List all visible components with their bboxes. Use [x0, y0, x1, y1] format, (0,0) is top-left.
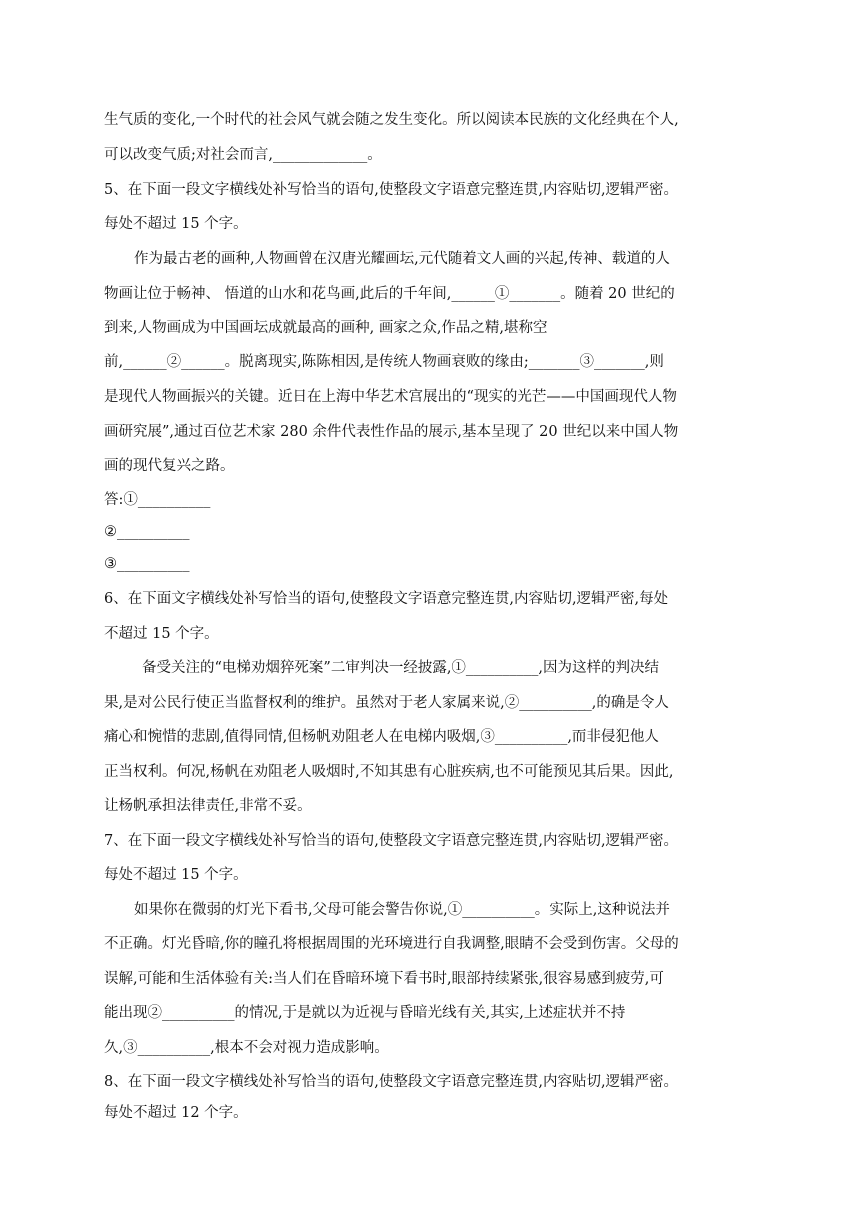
- question-5-passage-line: 到来,人物画成为中国画坛成就最高的画种, 画家之众,作品之精,堪称空: [104, 320, 548, 336]
- question-5-passage-line: 前,______②______。脱离现实,陈陈相因,是传统人物画衰败的缘由;_______③_______,则: [104, 354, 664, 370]
- question-6-prompt: 6、在下面文字横线处补写恰当的语句,使整段文字语意完整连贯,内容贴切,逻辑严密,每处: [104, 591, 669, 607]
- question-7-prompt: 7、在下面一段文字横线处补写恰当的语句,使整段文字语意完整连贯,内容贴切,逻辑严密。: [104, 833, 679, 849]
- question-7-passage-line: 久,③__________,根本不会对视力造成影响。: [104, 1040, 389, 1056]
- question-6-passage-line: 备受关注的“电梯劝烟猝死案”二审判决一经披露,①__________,因为这样的判决结: [142, 660, 660, 676]
- answer-blank-2: ②__________: [104, 524, 190, 540]
- answer-blank-3: ③__________: [104, 556, 190, 572]
- question-5-passage-line: 是现代人物画振兴的关键。近日在上海中华艺术宫展出的“现实的光芒——中国画现代人物: [104, 389, 677, 405]
- question-6-limit: 不超过 15 个字。: [104, 626, 219, 642]
- question-5-passage-line: 画的现代复兴之路。: [104, 458, 235, 474]
- question-7-passage-line: 不正确。灯光昏暗,你的瞳孔将根据周围的光环境进行自我调整,眼睛不会受到伤害。父母的: [104, 936, 679, 952]
- question-5-passage-line: 物画让位于畅神、 悟道的山水和花鸟画,此后的千年间,______①_______。随着 20 世纪的: [104, 286, 675, 302]
- answer-blank-1: 答:①__________: [104, 492, 211, 508]
- question-7-passage-line: 如果你在微弱的灯光下看书,父母可能会警告你说,①__________。实际上,这种说法并: [134, 902, 670, 918]
- question-6-passage-line: 果,是对公民行使正当监督权利的维护。虽然对于老人家属来说,②__________,的确是令人: [104, 695, 669, 711]
- text-line: 可以改变气质;对社会而言,_____________。: [104, 147, 382, 163]
- question-7-limit: 每处不超过 15 个字。: [104, 867, 248, 883]
- question-6-passage-line: 痛心和惋惜的悲剧,值得同情,但杨帆劝阻老人在电梯内吸烟,③__________,而非侵犯他人: [104, 729, 659, 745]
- question-5-limit: 每处不超过 15 个字。: [104, 216, 248, 232]
- text-line: 生气质的变化,一个时代的社会风气就会随之发生变化。所以阅读本民族的文化经典在个人,: [104, 112, 679, 128]
- question-5-prompt: 5、在下面一段文字横线处补写恰当的语句,使整段文字语意完整连贯,内容贴切,逻辑严密。: [104, 182, 679, 198]
- question-7-passage-line: 能出现②__________的情况,于是就以为近视与昏暗光线有关,其实,上述症状并不持: [104, 1005, 626, 1021]
- question-8-limit: 每处不超过 12 个字。: [104, 1105, 248, 1121]
- question-7-passage-line: 误解,可能和生活体验有关:当人们在昏暗环境下看书时,眼部持续紧张,很容易感到疲劳,可: [104, 971, 664, 987]
- question-5-passage-line: 画研究展”,通过百位艺术家 280 余件代表性作品的展示,基本呈现了 20 世纪以来中国人物: [104, 424, 679, 440]
- question-5-passage-line: 作为最古老的画种,人物画曾在汉唐光耀画坛,元代随着文人画的兴起,传神、载道的人: [134, 251, 670, 267]
- question-6-passage-line: 正当权利。何况,杨帆在劝阻老人吸烟时,不知其患有心脏疾病,也不可能预见其后果。因此,: [104, 764, 674, 780]
- question-6-passage-line: 让杨帆承担法律责任,非常不妥。: [104, 798, 312, 814]
- question-8-prompt: 8、在下面一段文字横线处补写恰当的语句,使整段文字语意完整连贯,内容贴切,逻辑严密。: [104, 1074, 679, 1090]
